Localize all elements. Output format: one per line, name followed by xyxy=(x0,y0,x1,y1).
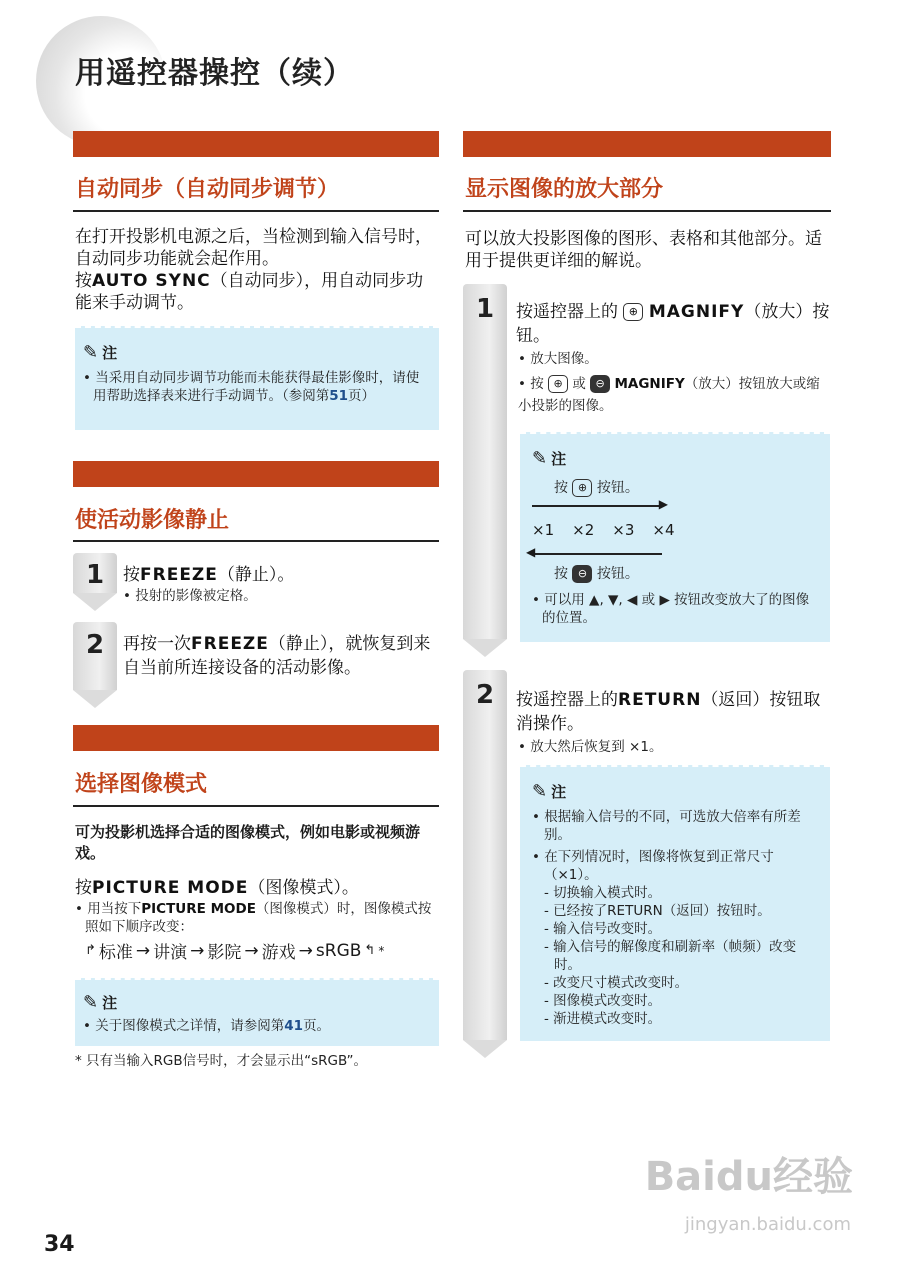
magnify-step-2: 按遥控器上的RETURN（返回）按钮取消操作。 xyxy=(516,690,821,734)
zoom-out-icon: ⊖ xyxy=(590,375,610,393)
page-link-51[interactable]: 51 xyxy=(329,388,349,404)
watermark-url: jingyan.baidu.com xyxy=(684,1214,851,1235)
section-title-magnify: 显示图像的放大部分 xyxy=(465,177,664,202)
asterisk: * xyxy=(378,943,385,958)
note-box-auto-sync xyxy=(75,326,439,430)
note-header: ✎ 注 xyxy=(83,992,118,1013)
note-box-magnify xyxy=(520,432,830,642)
section-title-auto-sync: 自动同步（自动同步调节） xyxy=(75,177,340,202)
zoom-out-icon: ⊖ xyxy=(572,565,592,583)
footnote: * 只有当输入RGB信号时，才会显示出“sRGB”。 xyxy=(75,1053,368,1069)
note-direction-bullet: • 可以用 ▲, ▼, ◀ 或 ▶ 按钮改变放大了的图像的位置。 xyxy=(532,592,810,626)
section-rule xyxy=(73,210,439,212)
step-number: 2 xyxy=(85,630,105,660)
key-freeze: FREEZE xyxy=(140,565,218,585)
note-header: ✎ 注 xyxy=(532,448,567,469)
key-freeze: FREEZE xyxy=(191,634,269,654)
note-bullet: • 在下列情况时，图像将恢复到正常尺寸（×1）。 xyxy=(532,849,774,883)
magnify-intro: 可以放大投影图像的图形、表格和其他部分。适用于提供更详细的解说。 xyxy=(465,229,822,271)
note-subitem: - 图像模式改变时。 xyxy=(544,993,662,1009)
freeze-step-1: 按FREEZE（静止）。 xyxy=(123,565,295,585)
arrow-left-line: ◀ xyxy=(532,553,662,555)
section-bar-freeze xyxy=(73,461,439,487)
step-number: 1 xyxy=(85,560,105,590)
note-subitem: - 已经按了RETURN（返回）按钮时。 xyxy=(544,903,771,919)
section-bar-auto-sync xyxy=(73,131,439,157)
picture-mode-bullet: • 用当按下PICTURE MODE（图像模式）时，图像模式按照如下顺序改变： xyxy=(75,901,432,935)
note-header: ✎ 注 xyxy=(532,781,567,802)
zoom-levels xyxy=(532,521,820,539)
mode-standard: 标准 xyxy=(98,943,133,963)
note-press-zoom-in: 按 ⊕ 按钮。 xyxy=(554,480,639,496)
magnify-bullet-1: • 放大图像。 xyxy=(518,351,598,367)
note-bullet: • 根据输入信号的不同，可选放大倍率有所差别。 xyxy=(532,809,801,843)
note-box-return xyxy=(520,765,830,1041)
arrow-right-line: ▶ xyxy=(532,505,662,507)
zoom-level: ×3 xyxy=(612,521,635,539)
key-auto-sync: AUTO SYNC xyxy=(92,271,211,291)
section-title-freeze: 使活动影像静止 xyxy=(75,508,230,533)
page-number: 34 xyxy=(44,1232,75,1257)
page-link-41[interactable]: 41 xyxy=(284,1018,304,1034)
cycle-return-icon: ↰ xyxy=(364,943,376,958)
pencil-icon: ✎ xyxy=(83,992,99,1013)
step-tab-1 xyxy=(463,284,507,639)
key-magnify: MAGNIFY xyxy=(648,302,745,322)
section-rule xyxy=(73,805,439,807)
magnify-bullet-2: • 按 ⊕ 或 ⊖ MAGNIFY（放大）按钮放大或缩小投影的图像。 xyxy=(518,376,820,414)
pencil-icon: ✎ xyxy=(532,448,548,469)
section-rule xyxy=(463,210,831,212)
arrow-right-icon: → xyxy=(298,940,313,961)
zoom-level: ×2 xyxy=(572,521,595,539)
magnify-step-2-bullet: • 放大然后恢复到 ×1。 xyxy=(518,739,663,755)
freeze-step-1-bullet: • 投射的影像被定格。 xyxy=(123,588,257,604)
section-bar-magnify xyxy=(463,131,831,157)
zoom-in-icon: ⊕ xyxy=(572,479,592,497)
key-return: RETURN xyxy=(618,690,702,710)
auto-sync-paragraph-1: 在打开投影机电源之后，当检测到输入信号时，自动同步功能就会起作用。 xyxy=(75,227,432,269)
step-number: 1 xyxy=(475,294,495,324)
arrow-right-icon: → xyxy=(244,940,259,961)
zoom-level: ×1 xyxy=(532,521,555,539)
step-tab-2 xyxy=(463,670,507,1040)
section-title-picture-mode: 选择图像模式 xyxy=(75,772,208,797)
freeze-step-2: 再按一次FREEZE（静止），就恢复到来自当前所连接设备的活动影像。 xyxy=(123,634,431,678)
mode-cinema: 影院 xyxy=(207,943,242,963)
note-text: • 关于图像模式之详情，请参阅第41页。 xyxy=(83,1018,331,1034)
section-bar-picture-mode xyxy=(73,725,439,751)
picture-mode-press: 按PICTURE MODE（图像模式）。 xyxy=(75,878,359,898)
auto-sync-paragraph-2: 按AUTO SYNC（自动同步），用自动同步功能来手动调节。 xyxy=(75,271,424,313)
note-subitem: - 切换输入模式时。 xyxy=(544,885,662,901)
note-box-picture-mode xyxy=(75,978,439,1046)
arrow-right-icon: → xyxy=(190,940,205,961)
zoom-in-icon: ⊕ xyxy=(548,375,568,393)
cycle-arrow-icon: ↱ xyxy=(85,943,96,958)
watermark-logo: Baidu经验 xyxy=(644,1154,853,1200)
arrow-right-icon: → xyxy=(135,940,151,961)
pencil-icon: ✎ xyxy=(83,342,99,363)
note-text: • 当采用自动同步调节功能而未能获得最佳影像时，请使用帮助选择表来进行手动调节。（参阅第51页） xyxy=(83,370,420,404)
mode-game: 游戏 xyxy=(261,943,296,963)
step-number: 2 xyxy=(475,680,495,710)
page-title: 用遥控器操控（续） xyxy=(75,56,354,91)
note-sublist xyxy=(532,884,820,1028)
note-subitem: - 渐进模式改变时。 xyxy=(544,1011,662,1027)
mode-srgb: sRGB xyxy=(315,940,362,961)
mode-presentation: 讲演 xyxy=(153,943,188,963)
note-subitem: - 改变尺寸模式改变时。 xyxy=(544,975,689,991)
note-press-zoom-out: 按 ⊖ 按钮。 xyxy=(554,566,639,582)
section-rule xyxy=(73,540,439,542)
auto-sync-body xyxy=(75,226,437,314)
magnify-step-1: 按遥控器上的 ⊕ MAGNIFY（放大）按钮。 xyxy=(516,302,830,346)
key-picture-mode: PICTURE MODE xyxy=(92,878,249,898)
magnify-button-icon: ⊕ xyxy=(623,303,643,321)
picture-mode-intro: 可为投影机选择合适的图像模式，例如电影或视频游戏。 xyxy=(75,823,421,862)
note-subitem: - 输入信号改变时。 xyxy=(544,921,662,937)
note-header: ✎ 注 xyxy=(83,342,118,363)
zoom-level: ×4 xyxy=(652,521,675,539)
pencil-icon: ✎ xyxy=(532,781,548,802)
note-subitem: - 输入信号的解像度和刷新率（帧频）改变时。 xyxy=(544,939,797,973)
picture-mode-sequence xyxy=(85,938,384,963)
